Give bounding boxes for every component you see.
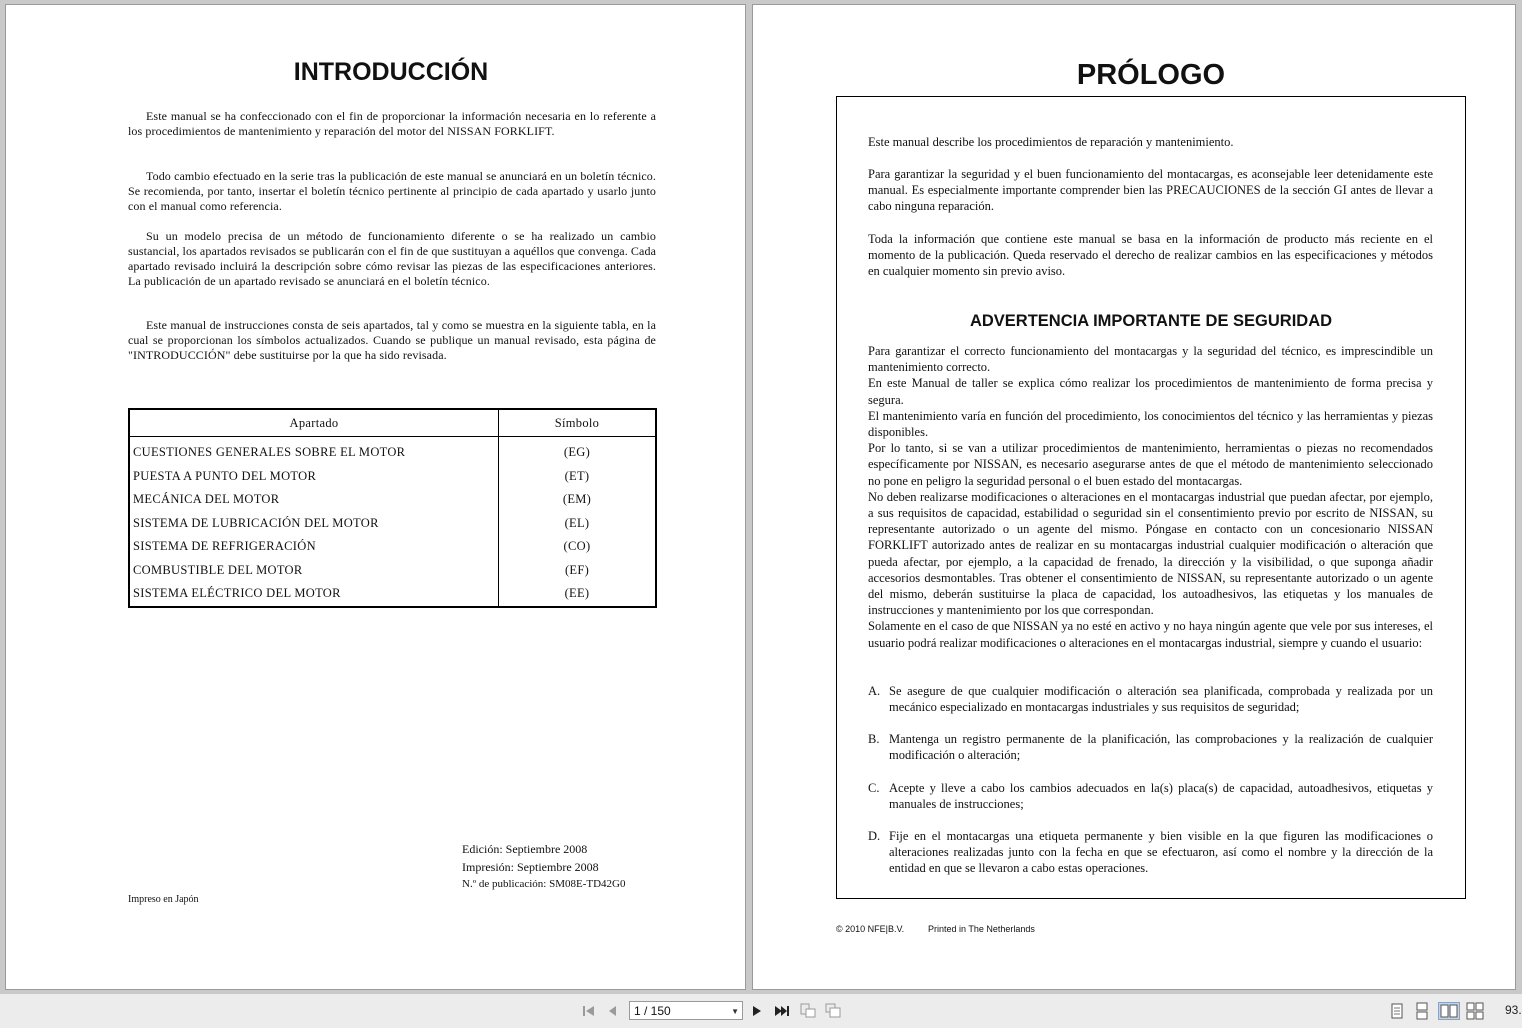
list-item bbox=[868, 683, 1433, 715]
warning-line: En este Manual de taller se explica cómo realizar los procedimientos de mantenimiento de forma precisa y segura. bbox=[868, 376, 1433, 407]
item-text: Fije en el montacargas una etiqueta permanente y bien visible en la que figuren las modificaciones o alteraciones realizadas junto con la fecha en que se efectuaron, así como el nombre y la dirección de la entidad en que se llevaron a cabo estas operaciones. bbox=[889, 829, 1433, 876]
intro-title: INTRODUCCIÓN bbox=[293, 58, 489, 86]
edition-text: Edición: Septiembre 2008 bbox=[462, 842, 588, 856]
warning-line: No deben realizarse modificaciones o alteraciones en el montacargas industrial que puedan afectar, por ejemplo, a sus requisitos de capacidad, estabilidad o seguridad sin el consentimiento previo por escrito de NISSAN, su representante autorizado o un agente del mismo. Póngase en contacto con un concesionario NISSAN FORKLIFT autorizado antes de realizar en su montacargas industrial cualquier modificación o alteración que pueda afectar, por ejemplo, a la capacidad de frenado, la dirección y la visibilidad, o que suponga añadir accesorios desmontables. Tras obtener el consentimiento de NISSAN, su representante autorizado o un agente del mismo, deberán sustituirse la placa de capacidad, los autoadhesivos, las etiquetas y los manuales de instrucciones y mantenimiento por los que correspondan. bbox=[868, 489, 1433, 618]
table-row bbox=[129, 437, 656, 465]
prologue-paragraph: Toda la información que contiene este manual se basa en la información de producto más reciente en el momento de la publicación. Queda reservado el derecho de realizar cambios en las especificaciones y métodos en cualquier momento sin previo aviso. bbox=[868, 232, 1433, 279]
table-row bbox=[129, 512, 656, 536]
section-symbol: (CO) bbox=[563, 539, 591, 554]
section-name: SISTEMA ELÉCTRICO DEL MOTOR bbox=[129, 582, 499, 607]
section-symbol: (EF) bbox=[564, 562, 590, 577]
two-page-continuous-view-icon[interactable] bbox=[1466, 1002, 1484, 1020]
list-item bbox=[868, 780, 1433, 812]
last-page-icon[interactable] bbox=[772, 1002, 790, 1020]
item-label: B. bbox=[868, 732, 880, 746]
section-name: SISTEMA DE REFRIGERACIÓN bbox=[129, 535, 499, 559]
section-name: MECÁNICA DEL MOTOR bbox=[129, 488, 499, 512]
section-symbol: (EE) bbox=[564, 586, 590, 601]
item-text: Se asegure de que cualquier modificación o alteración sea planificada, comprobada y realizada por un mecánico especializado en montacargas industriales y sus requisitos de seguridad; bbox=[889, 684, 1433, 715]
section-name: CUESTIONES GENERALES SOBRE EL MOTOR bbox=[129, 437, 499, 465]
intro-paragraph: Este manual de instrucciones consta de seis apartados, tal y como se muestra en la siguiente tabla, en la cual se proporcionan los símbolos actualizados. Cuando se publique un manual revisado, esta página de "INTRODUCCIÓN" debe sustituirse por la que ha sido revisada. bbox=[128, 318, 656, 362]
zoom-level[interactable]: 93. bbox=[1505, 1003, 1522, 1017]
list-item bbox=[868, 828, 1433, 877]
right-page bbox=[752, 4, 1516, 990]
viewer-toolbar bbox=[0, 993, 1522, 1028]
copyright-text: © 2010 NFE|B.V. bbox=[836, 924, 905, 934]
section-name: COMBUSTIBLE DEL MOTOR bbox=[129, 559, 499, 583]
sections-table bbox=[128, 408, 657, 608]
rotate-right-icon[interactable] bbox=[824, 1002, 842, 1020]
intro-paragraph: Este manual se ha confeccionado con el fin de proporcionar la información necesaria en lo referente a los procedimientos de mantenimiento y reparación del motor del NISSAN FORKLIFT. bbox=[128, 109, 656, 138]
prologue-paragraph: Este manual describe los procedimientos de reparación y mantenimiento. bbox=[868, 135, 1234, 149]
next-page-icon[interactable] bbox=[748, 1002, 766, 1020]
section-symbol: (EM) bbox=[562, 492, 592, 507]
warning-line: Para garantizar el correcto funcionamiento del montacargas y la seguridad del técnico, es imprescindible un mantenimiento correcto. bbox=[868, 344, 1433, 375]
safety-warning-body bbox=[868, 343, 1433, 651]
printing-text: Impresión: Septiembre 2008 bbox=[462, 860, 599, 874]
item-text: Acepte y lleve a cabo los cambios adecuados en la(s) placa(s) de capacidad, autoadhesivos, etiquetas y manuales de instrucciones; bbox=[889, 781, 1433, 812]
section-name: PUESTA A PUNTO DEL MOTOR bbox=[129, 465, 499, 489]
rotate-left-icon[interactable] bbox=[799, 1002, 817, 1020]
item-text: Mantenga un registro permanente de la planificación, las comprobaciones y la realización de cualquier modificación o alteración; bbox=[889, 732, 1433, 763]
prologue-paragraph: Para garantizar la seguridad y el buen funcionamiento del montacargas, es aconsejable leer detenidamente este manual. Es especialmente importante comprender bien las PRECAUCIONES de la sección GI antes de llevar a cabo ninguna reparación. bbox=[868, 167, 1433, 214]
prologue-title: PRÓLOGO bbox=[1076, 59, 1226, 91]
list-item bbox=[868, 731, 1433, 763]
page-number-select[interactable] bbox=[629, 1001, 743, 1020]
item-label: D. bbox=[868, 829, 881, 843]
chevron-down-icon: ▼ bbox=[731, 1007, 739, 1016]
printed-in-netherlands: Printed in The Netherlands bbox=[928, 924, 1035, 934]
table-header-symbol: Símbolo bbox=[499, 409, 657, 437]
table-row bbox=[129, 488, 656, 512]
table-row bbox=[129, 535, 656, 559]
single-page-view-icon[interactable] bbox=[1388, 1002, 1406, 1020]
section-symbol: (ET) bbox=[564, 468, 590, 483]
two-page-view-icon[interactable] bbox=[1438, 1002, 1460, 1020]
safety-warning-title: ADVERTENCIA IMPORTANTE DE SEGURIDAD bbox=[969, 312, 1333, 330]
warning-line: Por lo tanto, si se van a utilizar procedimientos de mantenimiento, herramientas o piezas no recomendados específicamente por NISSAN, es necesario asegurarse antes de que el método de mantenimiento seleccionado no pone en peligro la seguridad personal o el buen estado del montacargas. bbox=[868, 441, 1433, 488]
section-name: SISTEMA DE LUBRICACIÓN DEL MOTOR bbox=[129, 512, 499, 536]
intro-paragraph: Todo cambio efectuado en la serie tras la publicación de este manual se anunciará en un boletín técnico. Se recomienda, por tanto, insertar el boletín técnico pertinente al principio de cada apartado y usarlo junto con el manual como referencia. bbox=[128, 169, 656, 213]
section-symbol: (EG) bbox=[563, 445, 591, 460]
left-page bbox=[5, 4, 746, 990]
warning-line: Solamente en el caso de que NISSAN ya no esté en activo y no haya ningún agente que vele por sus intereses, el usuario podrá realizar modificaciones o alteraciones en el montacargas industrial, siempre y cuando el usuario: bbox=[868, 619, 1433, 650]
intro-paragraph: Su un modelo precisa de un método de funcionamiento diferente o se ha realizado un cambio sustancial, los apartados revisados se publicarán con el fin de que sustituyan a aquéllos que convenga. Cada apartado revisado incluirá la descripción sobre cómo revisar las piezas de las especificaciones anteriores. La publicación de un apartado revisado se anunciará en el boletín técnico. bbox=[128, 229, 656, 288]
previous-page-icon[interactable] bbox=[604, 1002, 622, 1020]
item-label: C. bbox=[868, 781, 880, 795]
section-symbol: (EL) bbox=[564, 515, 590, 530]
item-label: A. bbox=[868, 684, 881, 698]
continuous-view-icon[interactable] bbox=[1413, 1002, 1431, 1020]
table-row bbox=[129, 582, 656, 607]
page-indicator: 1 / 150 bbox=[634, 1004, 671, 1018]
prologue-box bbox=[836, 96, 1466, 899]
publication-number: N.º de publicación: SM08E-TD42G0 bbox=[462, 878, 626, 890]
warning-line: El mantenimiento varía en función del procedimiento, los conocimientos del técnico y las herramientas y piezas disponibles. bbox=[868, 408, 1433, 440]
table-header-section: Apartado bbox=[129, 409, 499, 437]
table-row bbox=[129, 559, 656, 583]
printed-in-japan: Impreso en Japón bbox=[128, 894, 199, 905]
first-page-icon[interactable] bbox=[580, 1002, 598, 1020]
table-row bbox=[129, 465, 656, 489]
